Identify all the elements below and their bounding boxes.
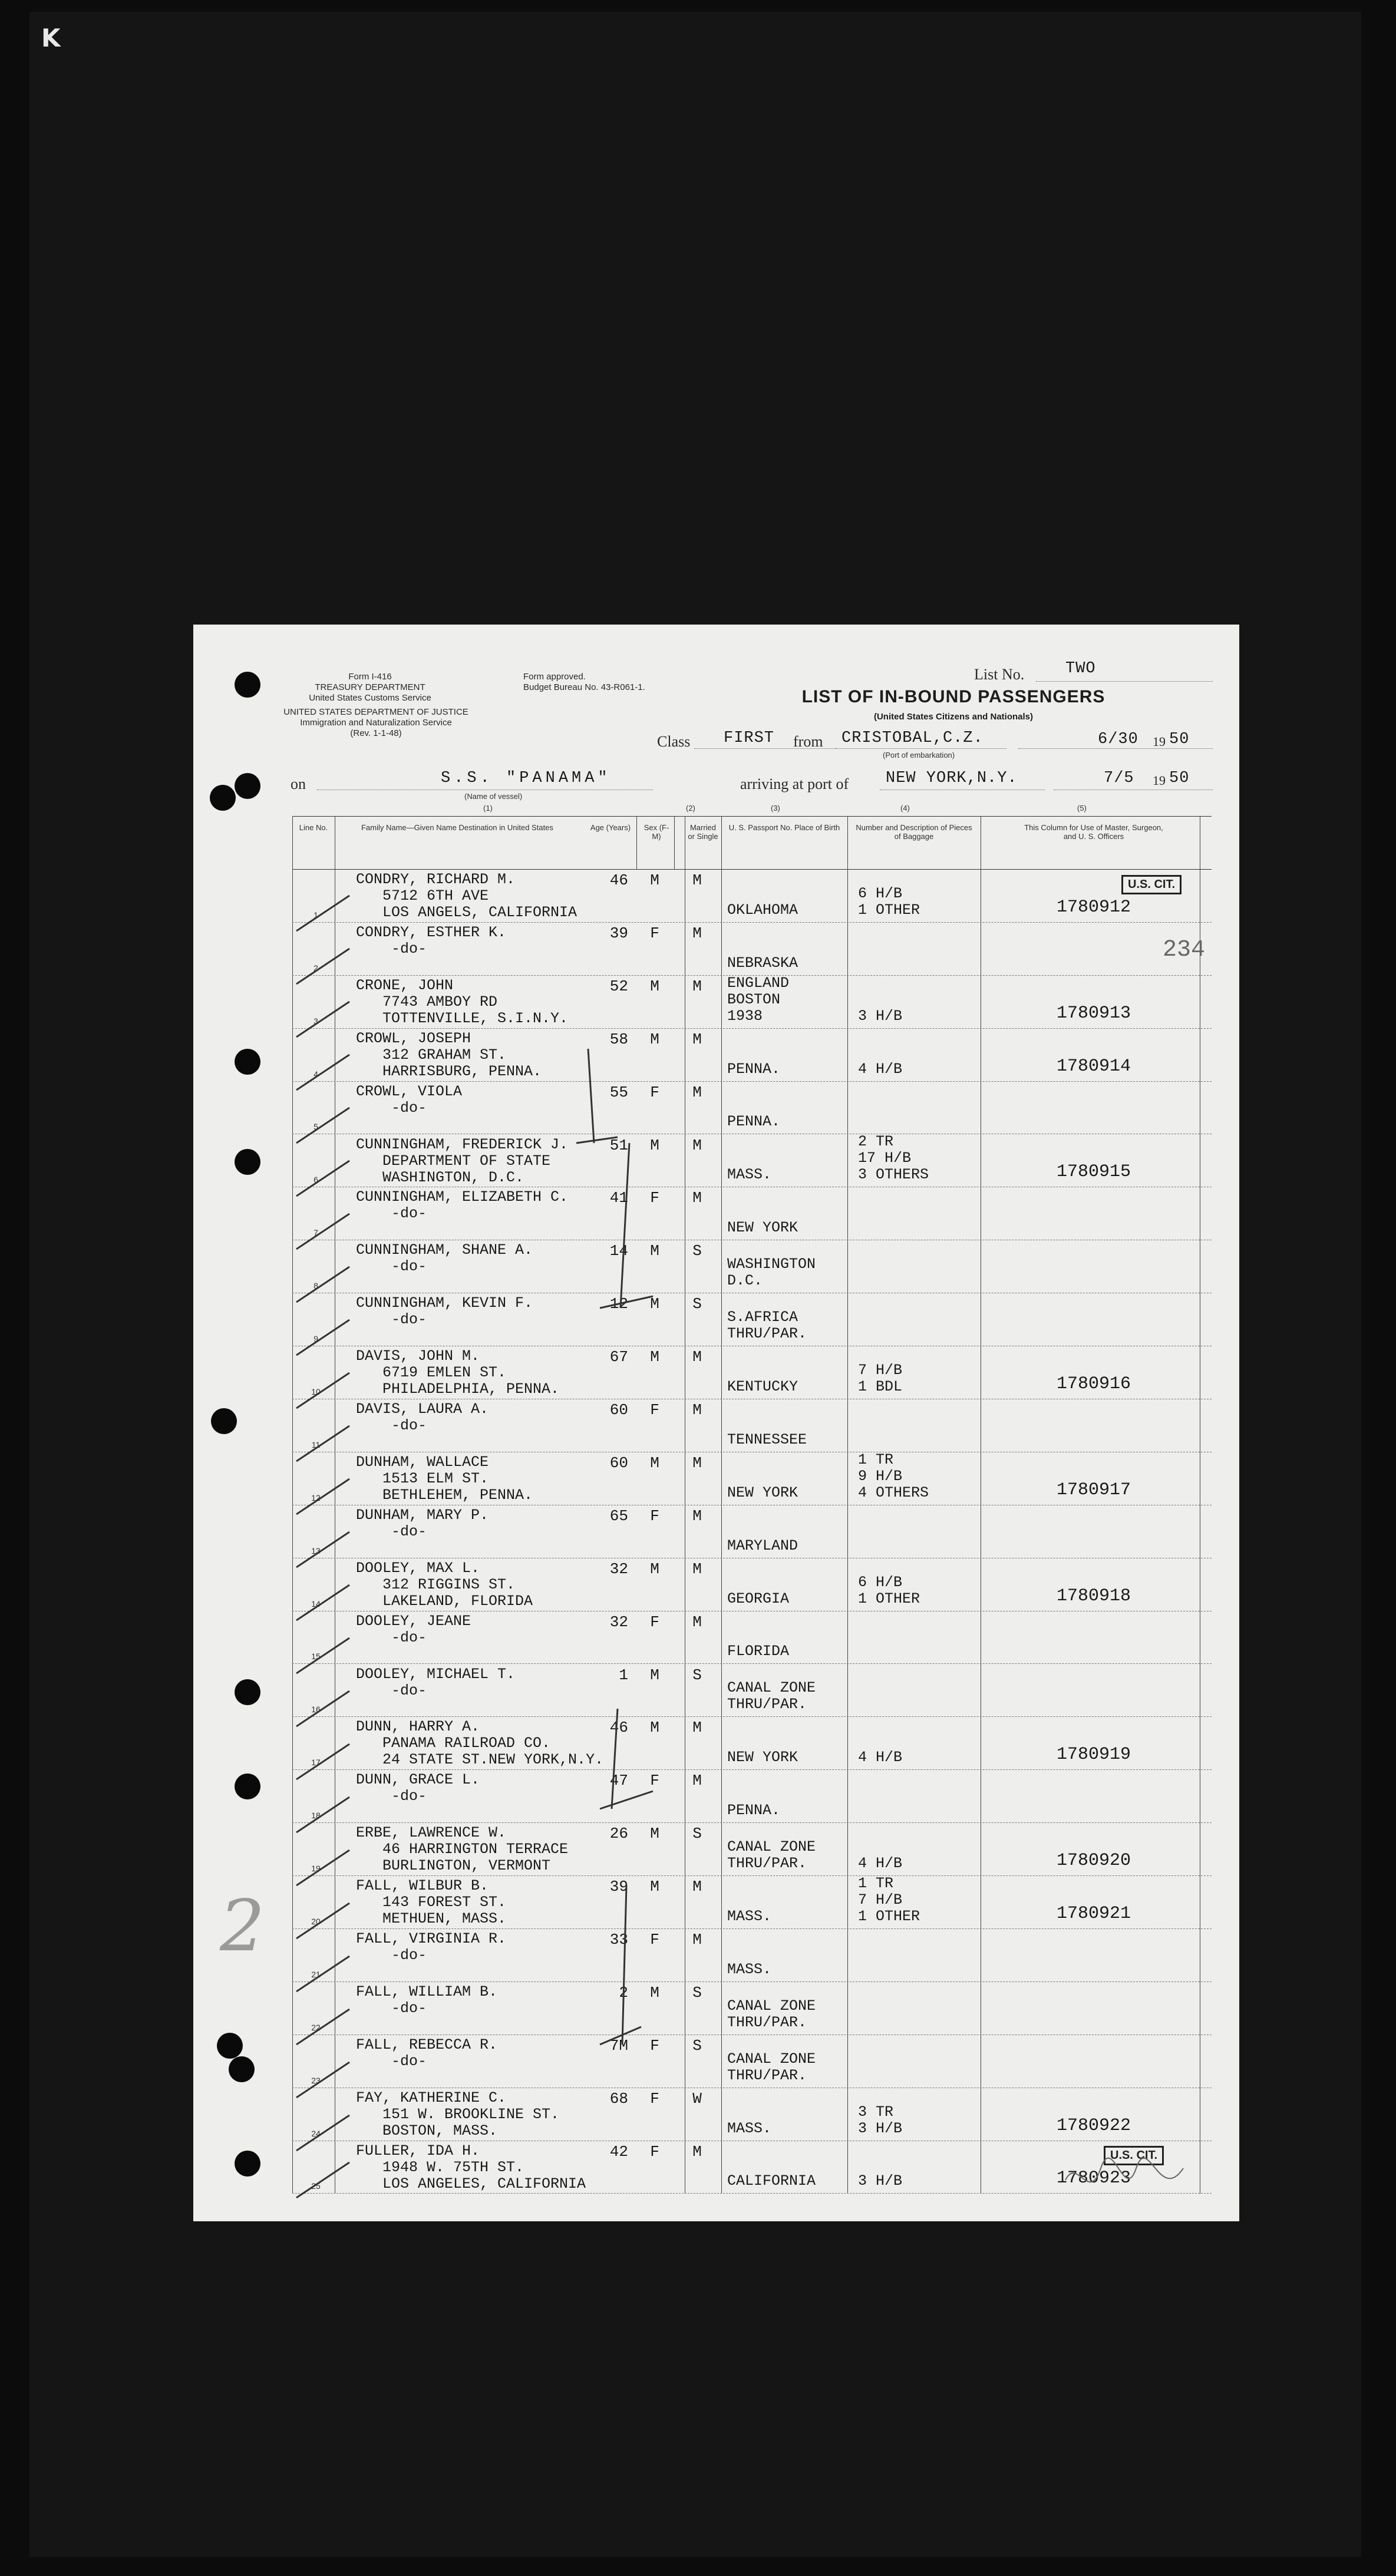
- passenger-sex: M: [650, 1878, 659, 1896]
- passenger-sex: F: [650, 1772, 659, 1790]
- col-head-age: Age (Years): [590, 823, 631, 832]
- baggage: 3 H/B: [858, 1007, 903, 1025]
- baggage: 3 H/B: [858, 2172, 903, 2190]
- place-of-birth: CANAL ZONE THRU/PAR.: [727, 2050, 816, 2084]
- marital-status: M: [692, 1030, 702, 1048]
- passenger-age: 67: [609, 1348, 628, 1366]
- vessel-name: S.S. "PANAMA": [441, 770, 611, 787]
- marital-status: M: [692, 1878, 702, 1896]
- customs-service: United States Customs Service: [309, 693, 431, 703]
- col-rule: [674, 816, 675, 869]
- col-num: (3): [771, 804, 780, 813]
- table-row: [292, 2141, 1212, 2194]
- manifest-sheet: [193, 625, 1239, 2221]
- passenger-name: FALL, WILLIAM B. -do-: [356, 1983, 498, 2017]
- passenger-table: [292, 816, 1212, 2194]
- passenger-name: DAVIS, LAURA A. -do-: [356, 1401, 489, 1434]
- passenger-age: 46: [609, 871, 628, 889]
- table-row: [292, 1293, 1212, 1346]
- table-row: [292, 2035, 1212, 2088]
- passenger-sex: M: [650, 871, 659, 889]
- table-row: [292, 1346, 1212, 1399]
- passenger-sex: M: [650, 1719, 659, 1737]
- list-no-label: List No.: [974, 666, 1025, 683]
- table-row: [292, 1611, 1212, 1665]
- line-number: 6: [313, 1175, 318, 1185]
- place-of-birth: MASS.: [727, 1166, 772, 1184]
- place-of-birth: OKLAHOMA: [727, 901, 798, 919]
- line-number: 11: [311, 1439, 321, 1449]
- place-of-birth: S.AFRICA THRU/PAR.: [727, 1309, 807, 1343]
- passenger-age: 58: [609, 1030, 628, 1048]
- passenger-age: 14: [609, 1242, 628, 1260]
- citizen-stamp: U.S. CIT.: [1104, 2146, 1164, 2165]
- officer-number: 1780915: [1056, 1162, 1131, 1183]
- baggage: 3 TR 3 H/B: [858, 2103, 903, 2137]
- line-number: 9: [313, 1334, 318, 1344]
- place-of-birth: FLORIDA: [727, 1643, 790, 1660]
- from-label: from: [793, 733, 823, 750]
- budget-bureau: Budget Bureau No. 43-R061-1.: [523, 682, 645, 692]
- punch-hole: [210, 785, 236, 811]
- place-of-birth: MASS.: [727, 1907, 772, 1925]
- line-number: 12: [311, 1492, 321, 1502]
- marital-status: M: [692, 1083, 702, 1101]
- passenger-sex: F: [650, 924, 659, 942]
- officer-number: 1780912: [1056, 897, 1131, 917]
- passenger-name: CROWL, JOSEPH 312 GRAHAM ST. HARRISBURG, PENNA.: [356, 1029, 542, 1080]
- marital-status: S: [692, 1295, 702, 1313]
- place-of-birth: PENNA.: [727, 1802, 781, 1819]
- passenger-sex: F: [650, 1931, 659, 1948]
- marital-status: M: [692, 1931, 702, 1948]
- line-number: 10: [311, 1386, 321, 1396]
- citizen-stamp: U.S. CIT.: [1121, 875, 1182, 894]
- marital-status: S: [692, 1983, 702, 2002]
- table-row: [292, 922, 1212, 976]
- date-departure: 6/30: [1098, 731, 1138, 748]
- col-rule: [636, 816, 637, 869]
- line-number: 21: [311, 1969, 321, 1979]
- baggage: 4 H/B: [858, 1749, 903, 1766]
- baggage: 1 TR 9 H/B 4 OTHERS: [858, 1451, 929, 1501]
- passenger-sex: F: [650, 2036, 659, 2055]
- line-number: 18: [311, 1811, 321, 1821]
- passenger-sex: F: [650, 2089, 659, 2108]
- marital-status: M: [692, 1136, 702, 1154]
- marital-status: M: [692, 1189, 702, 1207]
- baggage: 1 TR 7 H/B 1 OTHER: [858, 1874, 920, 1925]
- passenger-age: 41: [609, 1189, 628, 1207]
- punch-hole: [235, 672, 260, 698]
- table-row: [292, 1822, 1212, 1876]
- passenger-sex: F: [650, 1083, 659, 1101]
- pencil-mark: 2: [220, 1885, 265, 1967]
- passenger-sex: M: [650, 1825, 659, 1843]
- officer-number: 1780918: [1056, 1586, 1131, 1606]
- marital-status: M: [692, 924, 702, 942]
- on-label: on: [291, 775, 306, 792]
- place-of-birth: ENGLAND BOSTON 1938: [727, 974, 790, 1025]
- vessel-note: (Name of vessel): [464, 792, 523, 801]
- passenger-name: DOOLEY, JEANE -do-: [356, 1612, 471, 1646]
- punch-hole: [235, 1774, 260, 1799]
- officer-number: 1780920: [1056, 1851, 1131, 1871]
- punch-hole: [229, 2056, 255, 2082]
- place-of-birth: CALIFORNIA: [727, 2172, 816, 2190]
- place-of-birth: NEW YORK: [727, 1749, 798, 1766]
- marital-status: S: [692, 1825, 702, 1843]
- passenger-sex: M: [650, 1983, 659, 2002]
- table-row: [292, 1928, 1212, 1982]
- table-row: [292, 1187, 1212, 1240]
- form-approved: Form approved.: [523, 672, 586, 682]
- officer-number: 1780919: [1056, 1745, 1131, 1765]
- officer-number: 1780923: [1056, 2168, 1131, 2189]
- passenger-name: FALL, REBECCA R. -do-: [356, 2036, 498, 2070]
- passenger-sex: F: [650, 1189, 659, 1207]
- baggage: 6 H/B 1 OTHER: [858, 884, 920, 919]
- marital-status: M: [692, 2142, 702, 2161]
- table-row: [292, 1399, 1212, 1452]
- underline: [1018, 748, 1213, 749]
- table-row: [292, 1664, 1212, 1718]
- passenger-name: CUNNINGHAM, SHANE A. -do-: [356, 1241, 533, 1276]
- marital-status: M: [692, 1560, 702, 1578]
- passenger-sex: M: [650, 1560, 659, 1578]
- passenger-age: 2: [619, 1983, 628, 2002]
- passenger-age: 42: [609, 2142, 628, 2161]
- margin-number: 234: [1163, 937, 1206, 963]
- passenger-name: CONDRY, RICHARD M. 5712 6TH AVE LOS ANGELS, CALIFORNIA: [356, 871, 577, 921]
- table-row: [292, 975, 1212, 1029]
- passenger-name: DUNHAM, MARY P. -do-: [356, 1506, 489, 1540]
- class-value: FIRST: [724, 729, 775, 747]
- passenger-age: 51: [609, 1136, 628, 1154]
- date-arrival: 7/5: [1104, 770, 1134, 787]
- passenger-age: 32: [609, 1613, 628, 1631]
- line-number: 25: [311, 2181, 321, 2191]
- arriving-value: NEW YORK,N.Y.: [886, 770, 1018, 787]
- passenger-name: DUNHAM, WALLACE 1513 ELM ST. BETHLEHEM, PENNA.: [356, 1453, 533, 1504]
- year-prefix: 19: [1153, 773, 1166, 788]
- table-row: [292, 1134, 1212, 1188]
- passenger-name: DOOLEY, MAX L. 312 RIGGINS ST. LAKELAND, FLORIDA: [356, 1559, 533, 1610]
- underline: [1036, 681, 1213, 682]
- passenger-age: 47: [609, 1772, 628, 1790]
- table-row: [292, 869, 1212, 923]
- punch-hole: [235, 1149, 260, 1175]
- line-number: 4: [313, 1069, 318, 1079]
- marital-status: W: [692, 2089, 702, 2108]
- table-row: [292, 1558, 1212, 1611]
- place-of-birth: GEORGIA: [727, 1590, 790, 1607]
- passenger-age: 60: [609, 1401, 628, 1419]
- table-row: [292, 1028, 1212, 1082]
- passenger-sex: F: [650, 1613, 659, 1631]
- passenger-name: FALL, WILBUR B. 143 FOREST ST. METHUEN, MASS.: [356, 1877, 507, 1928]
- revision: (Rev. 1-1-48): [350, 728, 402, 738]
- passenger-sex: M: [650, 1348, 659, 1366]
- passenger-age: 39: [609, 1878, 628, 1896]
- punch-hole: [217, 2033, 243, 2059]
- passenger-sex: F: [650, 2142, 659, 2161]
- line-number: 23: [311, 2075, 321, 2085]
- officer-number: 1780913: [1056, 1003, 1131, 1023]
- line-number: 13: [311, 1545, 321, 1555]
- baggage: 4 H/B: [858, 1060, 903, 1078]
- col-head-sex: Sex (F-M): [643, 823, 669, 841]
- justice-dept: UNITED STATES DEPARTMENT OF JUSTICE: [283, 707, 468, 717]
- place-of-birth: NEW YORK: [727, 1484, 798, 1501]
- passenger-age: 12: [609, 1295, 628, 1313]
- place-of-birth: TENNESSEE: [727, 1431, 807, 1448]
- place-of-birth: NEW YORK: [727, 1219, 798, 1237]
- marital-status: M: [692, 1772, 702, 1790]
- passenger-name: CUNNINGHAM, FREDERICK J. DEPARTMENT OF STATE WASHINGTON, D.C.: [356, 1135, 569, 1186]
- place-of-birth: MASS.: [727, 2119, 772, 2137]
- line-number: 8: [313, 1281, 318, 1291]
- year-value: 50: [1169, 770, 1190, 787]
- passenger-name: DAVIS, JOHN M. 6719 EMLEN ST. PHILADELPHIA, PENNA.: [356, 1348, 560, 1398]
- col-num: (5): [1077, 804, 1087, 813]
- line-number: 19: [311, 1864, 321, 1874]
- passenger-name: CUNNINGHAM, KEVIN F. -do-: [356, 1294, 533, 1329]
- passenger-sex: M: [650, 1136, 659, 1154]
- officer-number: 1780917: [1056, 1479, 1131, 1500]
- corner-mark: K: [41, 24, 61, 52]
- marital-status: M: [692, 1507, 702, 1525]
- table-row: [292, 1081, 1212, 1135]
- punch-hole: [211, 1408, 237, 1434]
- marital-status: M: [692, 1348, 702, 1366]
- passenger-name: FAY, KATHERINE C. 151 W. BROOKLINE ST. BOSTON, MASS.: [356, 2089, 560, 2139]
- passenger-age: 52: [609, 977, 628, 995]
- ins-service: Immigration and Naturalization Service: [300, 718, 452, 728]
- treasury-dept: TREASURY DEPARTMENT: [315, 682, 425, 692]
- underline: [836, 748, 1006, 749]
- baggage: 2 TR 17 H/B 3 OTHERS: [858, 1133, 929, 1184]
- place-of-birth: MASS.: [727, 1960, 772, 1978]
- table-row: [292, 1875, 1212, 1929]
- passenger-name: CONDRY, ESTHER K. -do-: [356, 923, 507, 957]
- place-of-birth: MARYLAND: [727, 1537, 798, 1554]
- table-row: [292, 1981, 1212, 2035]
- passenger-age: 65: [609, 1507, 628, 1525]
- col-head-baggage: Number and Description of Pieces of Baggage: [856, 823, 972, 841]
- passenger-sex: M: [650, 1666, 659, 1684]
- passenger-name: DUNN, HARRY A. PANAMA RAILROAD CO. 24 STATE ST.NEW YORK,N.Y.: [356, 1718, 604, 1769]
- year-prefix: 19: [1153, 734, 1166, 749]
- marital-status: M: [692, 977, 702, 995]
- line-number: 22: [311, 2022, 321, 2032]
- line-number: 5: [313, 1122, 318, 1132]
- passenger-age: 60: [609, 1454, 628, 1472]
- col-head-officers: This Column for Use of Master, Surgeon, and U. S. Officers: [1024, 823, 1163, 841]
- line-number: 3: [313, 1016, 318, 1026]
- form-number: Form I-416: [348, 672, 392, 682]
- officer-number: 1780922: [1056, 2115, 1131, 2136]
- marital-status: M: [692, 1613, 702, 1631]
- marital-status: M: [692, 1401, 702, 1419]
- marital-status: M: [692, 1719, 702, 1737]
- passenger-name: FALL, VIRGINIA R. -do-: [356, 1930, 507, 1964]
- passenger-name: ERBE, LAWRENCE W. 46 HARRINGTON TERRACE BURLINGTON, VERMONT: [356, 1824, 569, 1875]
- passenger-name: CRONE, JOHN 7743 AMBOY RD TOTTENVILLE, S.I.N.Y.: [356, 976, 569, 1027]
- passenger-name: FULLER, IDA H. 1948 W. 75TH ST. LOS ANGELES, CALIFORNIA: [356, 2142, 586, 2192]
- place-of-birth: PENNA.: [727, 1113, 781, 1131]
- table-row: [292, 1769, 1212, 1823]
- from-value: CRISTOBAL,C.Z.: [841, 729, 984, 747]
- baggage: 7 H/B 1 BDL: [858, 1361, 903, 1395]
- passenger-age: 26: [609, 1825, 628, 1843]
- table-row: [292, 1452, 1212, 1505]
- passenger-age: 68: [609, 2089, 628, 2108]
- arriving-label: arriving at port of: [740, 775, 849, 792]
- place-of-birth: NEBRASKA: [727, 954, 798, 972]
- passenger-age: 32: [609, 1560, 628, 1578]
- line-number: 7: [313, 1228, 318, 1238]
- passenger-name: DUNN, GRACE L. -do-: [356, 1771, 480, 1805]
- passenger-name: DOOLEY, MICHAEL T. -do-: [356, 1665, 516, 1699]
- officer-number: 1780914: [1056, 1056, 1131, 1076]
- baggage: 4 H/B: [858, 1855, 903, 1872]
- passenger-age: 39: [609, 924, 628, 942]
- line-number: 24: [311, 2128, 321, 2138]
- col-num: (1): [483, 804, 493, 813]
- place-of-birth: CANAL ZONE THRU/PAR.: [727, 1997, 816, 2031]
- passenger-sex: M: [650, 1454, 659, 1472]
- punch-hole: [235, 1679, 260, 1705]
- passenger-sex: F: [650, 1507, 659, 1525]
- passenger-age: 33: [609, 1931, 628, 1948]
- marital-status: M: [692, 1454, 702, 1472]
- table-row: [292, 1505, 1212, 1558]
- line-number: 2: [313, 963, 318, 973]
- col-head-married: Married or Single: [688, 823, 718, 841]
- col-num: (2): [686, 804, 695, 813]
- table-row: [292, 1716, 1212, 1770]
- place-of-birth: PENNA.: [727, 1060, 781, 1078]
- passenger-age: 1: [619, 1666, 628, 1684]
- line-number: 15: [311, 1652, 321, 1662]
- marital-status: S: [692, 2036, 702, 2055]
- col-head-birth: U. S. Passport No. Place of Birth: [728, 823, 840, 832]
- class-label: Class: [657, 733, 691, 750]
- passenger-sex: M: [650, 1295, 659, 1313]
- marital-status: S: [692, 1242, 702, 1260]
- passenger-name: CUNNINGHAM, ELIZABETH C. -do-: [356, 1188, 569, 1223]
- officer-number: 1780921: [1056, 1903, 1131, 1924]
- table-row: [292, 1240, 1212, 1293]
- passenger-age: 46: [609, 1719, 628, 1737]
- col-head-name: Family Name—Given Name Destination in United States: [361, 823, 553, 832]
- baggage: 6 H/B 1 OTHER: [858, 1573, 920, 1607]
- list-no-value: TWO: [1065, 660, 1096, 678]
- passenger-sex: M: [650, 1242, 659, 1260]
- punch-hole: [235, 2151, 260, 2177]
- place-of-birth: WASHINGTON D.C.: [727, 1256, 816, 1290]
- table-top-rule: [292, 816, 1212, 817]
- year-value: 50: [1169, 731, 1190, 748]
- passenger-age: 55: [609, 1083, 628, 1101]
- place-of-birth: CANAL ZONE THRU/PAR.: [727, 1838, 816, 1872]
- punch-hole: [235, 1049, 260, 1075]
- passenger-sex: M: [650, 1030, 659, 1048]
- line-number: 14: [311, 1599, 321, 1609]
- place-of-birth: KENTUCKY: [727, 1378, 798, 1395]
- place-of-birth: CANAL ZONE THRU/PAR.: [727, 1679, 816, 1713]
- table-row: [292, 2088, 1212, 2141]
- marital-status: M: [692, 871, 702, 889]
- marital-status: S: [692, 1666, 702, 1684]
- passenger-name: CROWL, VIOLA -do-: [356, 1082, 463, 1117]
- punch-hole: [235, 773, 260, 799]
- from-note: (Port of embarkation): [883, 751, 955, 759]
- form-subtitle: (United States Citizens and Nationals): [873, 712, 1034, 722]
- form-title: LIST OF IN-BOUND PASSENGERS: [801, 687, 1105, 706]
- line-number: 1: [313, 910, 318, 920]
- passenger-age: 7M: [609, 2036, 628, 2055]
- line-number: 16: [311, 1705, 321, 1715]
- passenger-sex: M: [650, 977, 659, 995]
- officer-number: 1780916: [1056, 1373, 1131, 1394]
- col-num: (4): [900, 804, 910, 813]
- passenger-sex: F: [650, 1401, 659, 1419]
- line-number: 20: [311, 1916, 321, 1926]
- col-head-line: Line No.: [299, 823, 328, 832]
- line-number: 17: [311, 1758, 321, 1768]
